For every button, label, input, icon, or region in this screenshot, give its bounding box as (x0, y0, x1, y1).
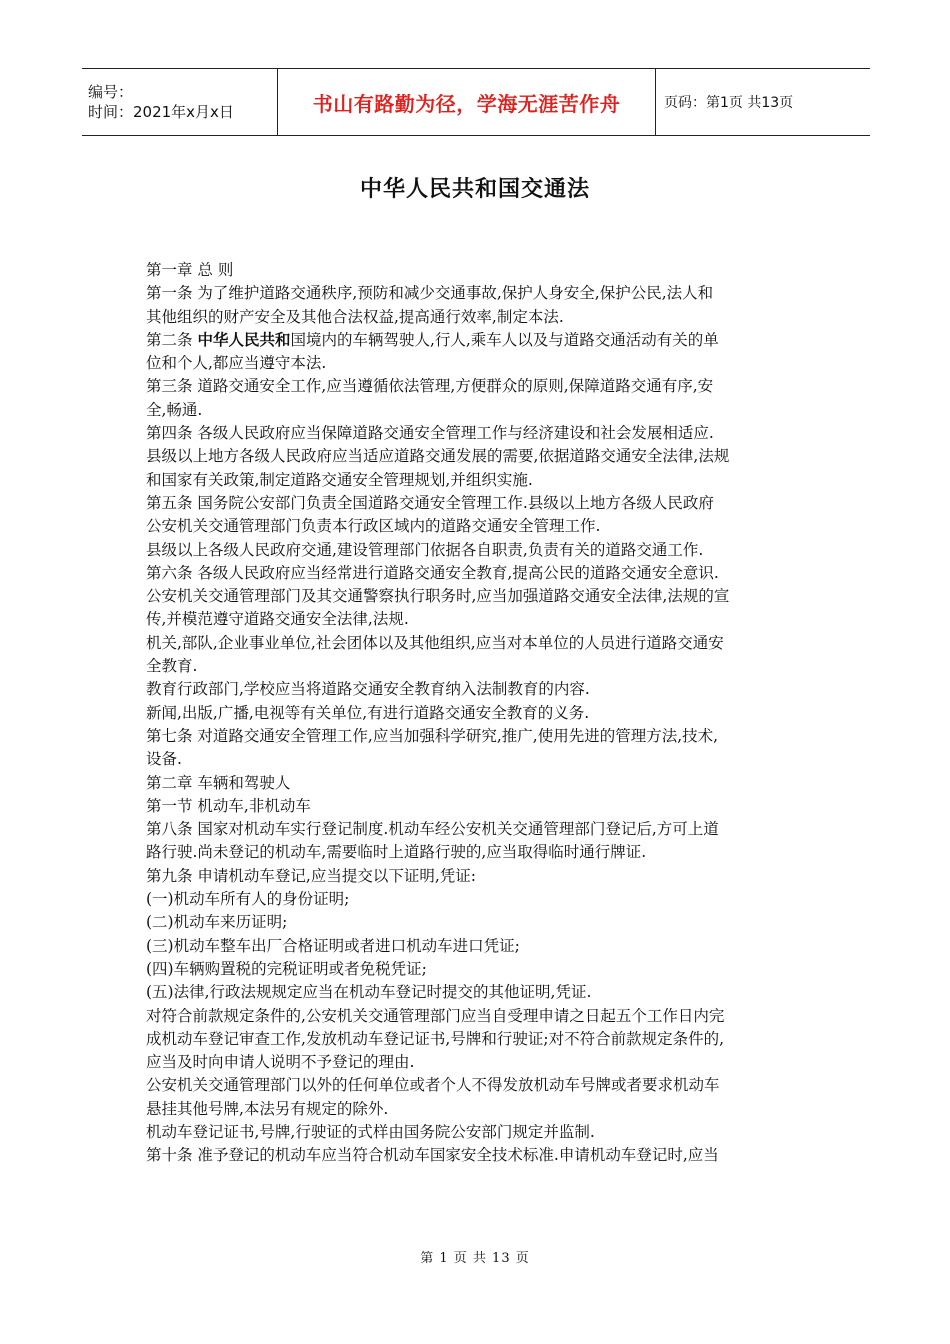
number-label: 编号： (88, 83, 134, 101)
article-2-bold: 中华人民共和 (197, 330, 291, 349)
document-header (82, 68, 870, 136)
body-line: 公安机关交通管理部门负责本行政区域内的道路交通安全管理工作. (146, 517, 601, 536)
body-line: 县级以上各级人民政府交通,建设管理部门依据各自职责,负责有关的道路交通工作. (146, 540, 704, 559)
body-line: 第九条 申请机动车登记,应当提交以下证明,凭证: (146, 866, 477, 885)
body-line: 路行驶.尚未登记的机动车,需要临时上道路行驶的,应当取得临时通行牌证. (146, 843, 647, 862)
body-line: 公安机关交通管理部门及其交通警察执行职务时,应当加强道路交通安全法律,法规的宣 (146, 587, 730, 606)
body-line: 第五条 国务院公安部门负责全国道路交通安全管理工作.县级以上地方各级人民政府 (146, 493, 714, 512)
body-line: 传,并模范遵守道路交通安全法律,法规. (146, 610, 409, 629)
body-line: 第三条 道路交通安全工作,应当遵循依法管理,方便群众的原则,保障道路交通有序,安 (146, 377, 714, 396)
body-line: 应当及时向申请人说明不予登记的理由. (146, 1053, 415, 1072)
body-line: 第八条 国家对机动车实行登记制度.机动车经公安机关交通管理部门登记后,方可上道 (146, 820, 719, 839)
body-line: 设备. (146, 750, 182, 769)
body-line: 成机动车登记审查工作,发放机动车登记证书,号牌和行驶证;对不符合前款规定条件的, (146, 1029, 725, 1048)
body-line: 第十条 准予登记的机动车应当符合机动车国家安全技术标准.申请机动车登记时,应当 (146, 1146, 719, 1165)
document-title: 中华人民共和国交通法 (359, 177, 590, 202)
body-line-article-2 (146, 329, 816, 352)
body-line: 新闻,出版,广播,电视等有关单位,有进行道路交通安全教育的义务. (146, 703, 590, 722)
body-line: 全,畅通. (146, 400, 203, 419)
chapter-heading: 第一章 总 则 (146, 261, 234, 279)
body-line: 悬挂其他号牌,本法另有规定的除外. (146, 1099, 389, 1118)
list-item: (四)车辆购置税的完税证明或者免税凭证; (146, 959, 427, 978)
body-line: 第六条 各级人民政府应当经常进行道路交通安全教育,提高公民的道路交通安全意识. (146, 563, 719, 582)
body-line: 机动车登记证书,号牌,行驶证的式样由国务院公安部门规定并监制. (146, 1122, 595, 1141)
section-heading: 第一节 机动车,非机动车 (146, 796, 311, 815)
time-label: 时间：2021年x月x日 (88, 103, 234, 121)
list-item: (三)机动车整车出厂合格证明或者进口机动车进口凭证; (146, 936, 520, 955)
body-line: 对符合前款规定条件的,公安机关交通管理部门应当自受理申请之日起五个工作日内完 (146, 1006, 725, 1025)
list-item: (二)机动车来历证明; (146, 913, 288, 932)
body-line: 机关,部队,企业事业单位,社会团体以及其他组织,应当对本单位的人员进行道路交通安 (146, 633, 724, 652)
body-line: 第一条 为了维护道路交通秩序,预防和减少交通事故,保护人身安全,保护公民,法人和 (146, 284, 714, 303)
list-item: (一)机动车所有人的身份证明; (146, 890, 350, 909)
list-item: (五)法律,行政法规规定应当在机动车登记时提交的其他证明,凭证. (146, 983, 592, 1002)
chapter-heading: 第二章 车辆和驾驶人 (146, 773, 291, 792)
body-line: 全教育. (146, 657, 198, 676)
body-line: 教育行政部门,学校应当将道路交通安全教育纳入法制教育的内容. (146, 680, 590, 699)
page-info: 页码：第1页 共13页 (664, 95, 794, 111)
body-line: 其他组织的财产安全及其他合法权益,提高通行效率,制定本法. (146, 307, 564, 326)
body-line: 第七条 对道路交通安全管理工作,应当加强科学研究,推广,使用先进的管理方法,技术, (146, 726, 719, 745)
body-line: 第四条 各级人民政府应当保障道路交通安全管理工作与经济建设和社会发展相适应. (146, 424, 714, 443)
page-footer: 第 1 页 共 13 页 (420, 1251, 530, 1266)
article-2-prefix: 第二条 (146, 330, 198, 349)
article-2-rest: 国境内的车辆驾驶人,行人,乘车人以及与道路交通活动有关的单 (290, 330, 719, 349)
document-body (146, 259, 816, 1168)
body-line: 位和个人,都应当遵守本法. (146, 354, 327, 373)
header-slogan-cell (278, 69, 656, 135)
slogan-text: 书山有路勤为径，学海无涯苦作舟 (312, 91, 621, 116)
body-line: 和国家有关政策,制定道路交通安全管理规划,并组织实施. (146, 470, 533, 489)
body-line: 县级以上地方各级人民政府应当适应道路交通发展的需要,依据道路交通安全法律,法规 (146, 447, 730, 466)
header-page-info-cell (656, 69, 870, 135)
body-line: 公安机关交通管理部门以外的任何单位或者个人不得发放机动车号牌或者要求机动车 (146, 1076, 720, 1095)
header-meta (82, 69, 278, 135)
